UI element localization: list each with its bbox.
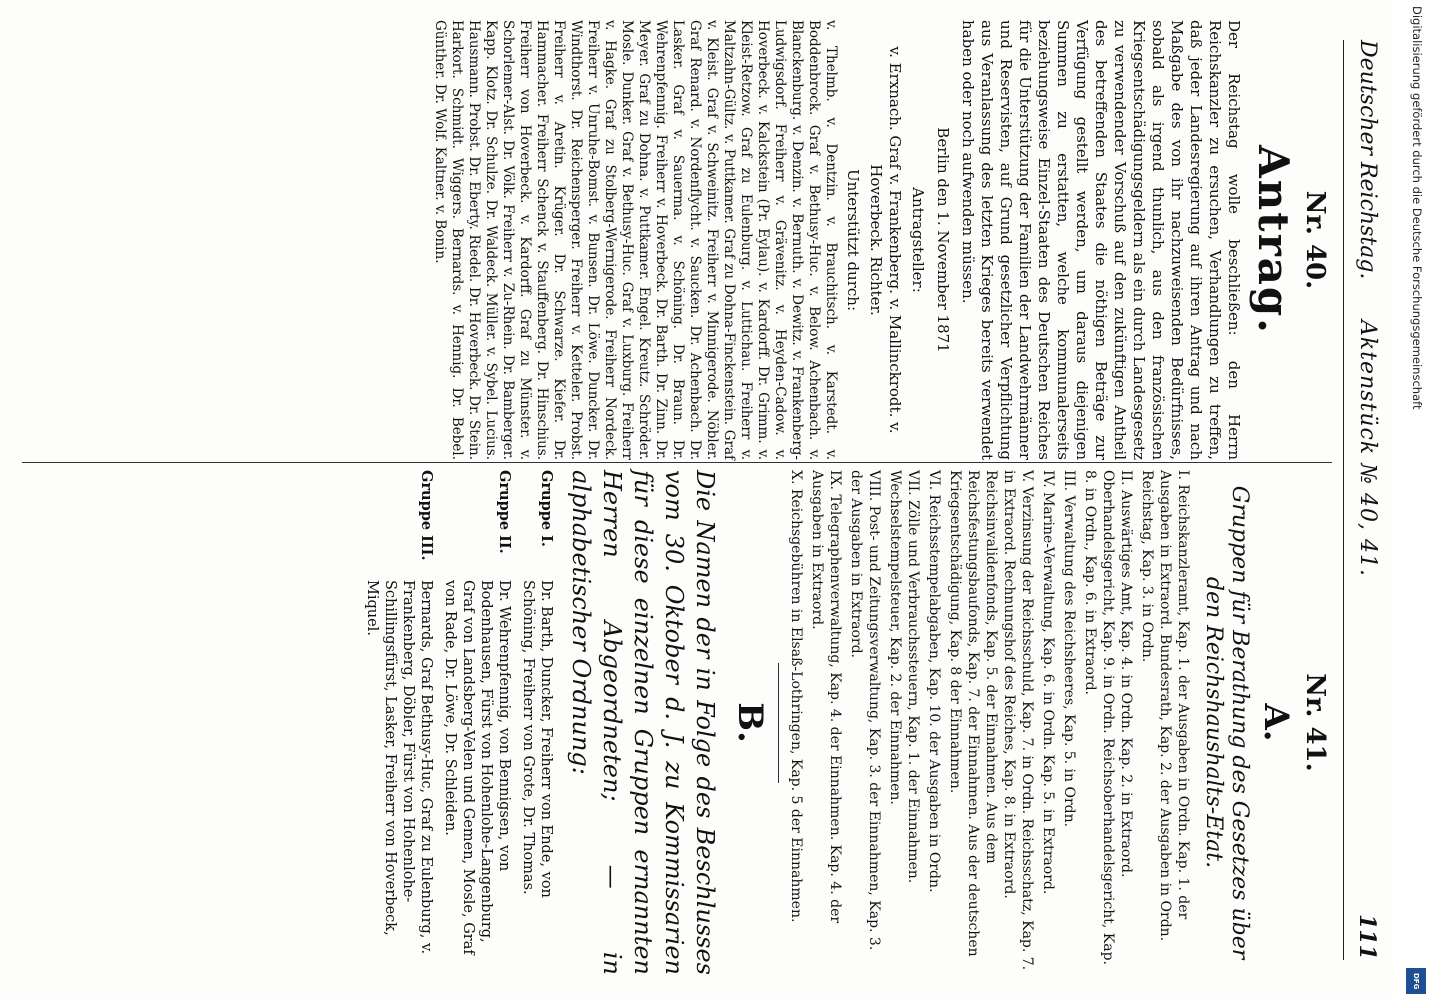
header-center: Aktenstück № 40, 41. (1355, 320, 1380, 577)
gruppen-item: III. Verwaltung des Reichsheeres, Kap. 5. in Ordn. (1061, 470, 1077, 828)
signers: v. Erxnach. Graf v. Frankenberg. v. Mallinckrodt. v. Hoverbeck. Richter. (867, 46, 904, 434)
group-label: Gruppe I. (538, 470, 555, 547)
section-b-text: Die Namen der in Folge des Beschlusses vom 30. Oktober d. J. zu Kommissarien für diese einzelnen Gruppen ernannten Herren Abgeordneten; — in alphabetischer Ordnung: (567, 470, 719, 975)
header-left: Deutscher Reichstag. (1355, 40, 1380, 280)
gruppen-item: VII. Zölle und Verbrauchssteuern, Kap. 1. der Einnahmen. Wechselstempelsteuer, Kap. 2. der Einnahmen. (887, 470, 921, 884)
gruppen-item: I. Reichskanzleramt, Kap. 1. der Ausgaben in Ordn. Kap. 1. der Ausgaben in Extraord. Bundesrath, Kap. 2. der Ausgaben in Ordn. Reichstag, Kap. 3. in Ordn. (1139, 470, 1191, 942)
group-entry (363, 470, 435, 975)
group-entry (519, 470, 555, 975)
page-header (1344, 40, 1384, 960)
signers-label: Antragsteller: (909, 187, 927, 293)
gruppen-column (357, 470, 1334, 975)
supporters-label: Unterstützt durch: (844, 168, 862, 312)
gruppen-item: X. Reichsgebühren in Elsaß-Lothringen, Kap. 5 der Einnahmen. (788, 470, 804, 923)
group-label: Gruppe III. (418, 470, 435, 561)
group-entry (441, 470, 513, 975)
group-names: Bernards, Graf Bethusy-Huc, Graf zu Eulenburg, v. Frankenberg, Döbler, Fürst von Hohenlohe-Schillingsfürst, Lasker, Freiherr von Hoverbeck, Miquel. (364, 580, 434, 955)
antrag-number: Nr. 40. (1300, 190, 1330, 290)
gruppen-item: V. Verzinsung der Reichsschuld, Kap. 7. in Ordn. Reichsschatz, Kap. 7. in Extraord. Rechnungshof des Reiches, Kap. 8. in Extraord. Reichsinvalidenfonds, Kap. 5. der Einnahmen. Aus dem Reichsfestungsbaufonds, Kap. 7. der Einnahmen. Aus der deutschen Kriegsentschädigung, Kap. 8 der Einnahmen. (947, 470, 1035, 971)
section-a-letter: A. (1256, 703, 1296, 742)
funding-strip (1400, 0, 1432, 1000)
antrag-title: Antrag. (1249, 145, 1298, 335)
column-divider (22, 462, 1332, 463)
gruppen-item: VI. Reichsstempelabgaben, Kap. 10. der Ausgaben in Ordn. (926, 470, 942, 893)
gruppen-item: II. Auswärtiges Amt, Kap. 4. in Ordn. Kap. 2. in Extraord. Oberhandelsgericht, Kap. 9. in Ordn. Reichsoberhandelsgericht, Kap. 8. in Ordn., Kap. 6. in Extraord. (1082, 470, 1134, 965)
gruppen-number: Nr. 41. (1300, 673, 1330, 772)
gruppen-title: Gruppen für Berathung des Gesetzes über den Reichshaushalts-Etat. (1201, 485, 1252, 960)
funding-note: Digitalisierung gefördert durch die Deutsche Forschungsgemeinschaft (1410, 6, 1424, 410)
gruppen-list (787, 470, 1192, 975)
supporters: v. Thelmb. v. Dentzin. v. Brauchitsch. v. Karstedt. v. Boddenbrock. Graf v. Bethusy-Huc. v. Below. Achenbach. v. Blanckenburg. v. Denzin. v. Bernuth. v. Dewitz. v. Frankenberg-Ludwigsdorf. Freiherr v. Grävenitz. v. Heyden-Cadow. v. Hoverbeck. v. Kalckstein (Pr. Eylau). v. Kardorff. Dr. Grimm. v. Kleist-Retzow. Graf zu Eulenburg. v. Luttichau. Freiherr v. Maltzahn-Gültz. v. Puttkamer. Graf zu Dohna-Finckenstein. Graf v. Kleist. Graf v. Schweinitz. Freiherr v. Minnigerode. Nöbler. Graf Renard. v. Nordenflycht. v. Saucken. Dr. Achenbach. Dr. Lasker. Graf v. Sauerma. v. Schöning. Dr. Braun. Dr. Wehrenpfennig. Freiherr v. Hoverbeck. Dr. Barth. Dr. Zinn. Dr. Meyer. Graf zu Dohna. v. Puttkamer. Engel. Kreutz. Schröder. Mosle. Dunker. Graf v. Bethusy-Huc. Graf v. Luxburg. Freiherr v. Hagke. Graf zu Stolberg-Wernigerode. Freiherr Nordeck. Freiherr v. Unruhe-Bomst. v. Bunsen. Dr. Löwe. Duncker. Dr. Windthorst. Dr. Reichensperger. Freiherr v. Ketteler. Probst. Freiherr v. Aretin. Krüger. Dr. Schwarze. Kiefer. Dr. Hammacher. Freiherr Schenck v. Stauffenberg. Dr. Hinschius. Freiherr von Hoverbeck. v. Kardorff. Graf zu Münster. v. Schorlemer-Alst. Dr. Völk. Freiherr v. Zu-Rhein. Dr. Bamberger. Kapp. Klotz. Dr. Schulze. Dr. Waldeck. Müller. v. Sybel. Lucius. Hausmann. Probst. Dr. Eberty. Riedel. Dr. Hoverbeck. Dr. Stein. Harkort. Schmidt. Wiggers. Bernards. v. Hennig. Dr. Bebel. Günther. Dr. Wolf. Kaltner. v. Bonin. (432, 20, 839, 460)
gruppen-item: VIII. Post- und Zeitungsverwaltung, Kap. 3. der Einnahmen, Kap. 3. der Ausgaben in Extraord. (848, 470, 882, 951)
antrag-date: Berlin den 1. November 1871 (934, 127, 952, 353)
group-names: Dr. Barth, Duncker, Freiherr von Ende, von Schöning, Freiherr von Grote, Dr. Thomas. (520, 580, 554, 898)
header-rule (1343, 40, 1344, 960)
page-number: 111 (1354, 914, 1380, 960)
group-names: Dr. Wehrenpfennig, von Bennigsen, von Bodenhausen, Fürst von Hohenlohe-Langenburg, Graf von Landsberg-Velen und Gemen, Mosle, Graf von Rade, Dr. Löwe, Dr. Schleiden. (442, 580, 512, 955)
dfg-logo: DFG (1406, 968, 1426, 994)
section-divider (778, 663, 779, 783)
gruppen-item: IV. Marine-Verwaltung, Kap. 6. in Ordn. Kap. 5. in Extraord. (1040, 470, 1056, 895)
gruppen-item: IX. Telegraphenverwaltung, Kap. 4. der Einnahmen. Kap. 4. der Ausgaben in Extraord. (809, 470, 843, 924)
section-b-letter: B. (730, 702, 770, 743)
group-label: Gruppe II. (496, 470, 513, 554)
antrag-body: Der Reichstag wolle beschließen: den Herrn Reichskanzler zu ersuchen, Verhandlungen zu treffen, daß jeder Landesregierung auf ihren Antrag und nach Maßgabe des von ihr nachzuweisenden Bedürfnisses, sobald als irgend thunlich, aus den französischen Kriegsentschädigungsgeldern als ein durch Landesgesetz zu verwendender Vorschuß auf den zukünftigen Antheil des betreffenden Staates die nöthigen Beträge zur Verfügung gestellt werden, um daraus diejenigen Summen zu erstatten, welche kommunalerseits beziehungsweise Einzel-Staaten des Deutschen Reiches für die Unterstützung der Familien der Landwehrmänner und Reservisten, auf Grund gesetzlicher Verpflichtung aus Veranlassung des letzten Krieges bereits verwendet haben oder noch aufwenden müssen. (959, 20, 1243, 460)
antrag-column (425, 20, 1334, 460)
